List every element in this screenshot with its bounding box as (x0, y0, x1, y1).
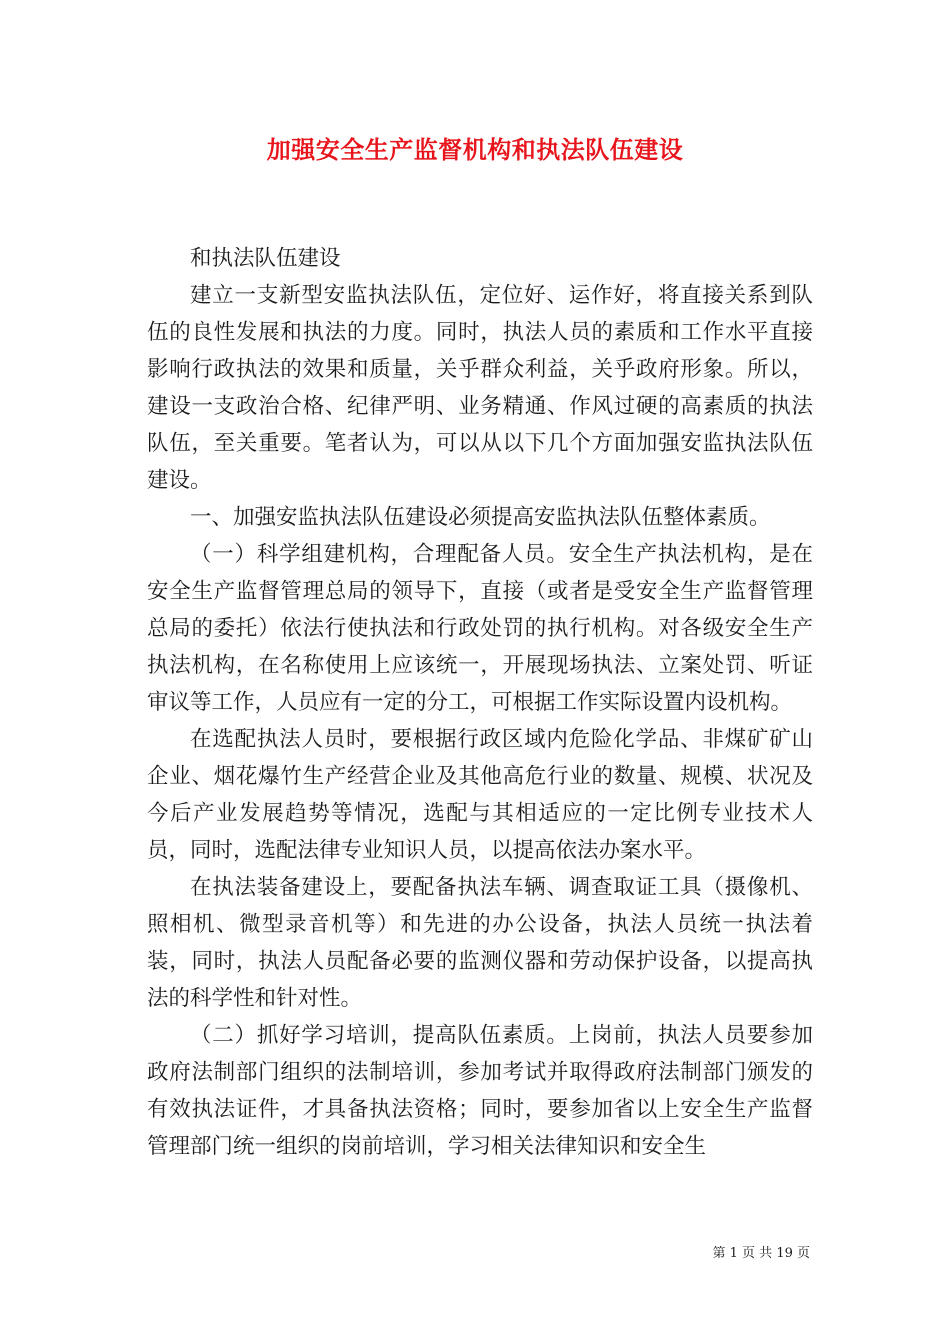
page-number-footer: 第 1 页 共 19 页 (712, 1246, 810, 1261)
paragraph-intro: 建立一支新型安监执法队伍，定位好、运作好，将直接关系到队伍的良性发展和执法的力度。同时，执法人员的素质和工作水平直接影响行政执法的效果和质量，关乎群众利益，关乎政府形象。所以，建设一支政治合格、纪律严明、业务精通、作风过硬的高素质的执法队伍，至关重要。笔者认为，可以从以下几个方面加强安监执法队伍建设。 (147, 283, 813, 493)
paragraph-subtitle: 和执法队伍建设 (190, 246, 341, 271)
paragraph-staffing: 在选配执法人员时，要根据行政区域内危险化学品、非煤矿矿山企业、烟花爆竹生产经营企业及其他高危行业的数量、规模、状况及今后产业发展趋势等情况，选配与其相适应的一定比例专业技术人员，同时，选配法律专业知识人员，以提高依法办案水平。 (147, 727, 813, 863)
document-body (147, 240, 813, 1165)
paragraph-item-one: （一）科学组建机构，合理配备人员。安全生产执法机构，是在安全生产监督管理总局的领导下，直接（或者是受安全生产监督管理总局的委托）依法行使执法和行政处罚的执行机构。对各级安全生产执法机构，在名称使用上应该统一，开展现场执法、立案处罚、听证审议等工作，人员应有一定的分工，可根据工作实际设置内设机构。 (147, 542, 813, 715)
paragraph-item-two: （二）抓好学习培训，提高队伍素质。上岗前，执法人员要参加政府法制部门组织的法制培训，参加考试并取得政府法制部门颁发的有效执法证件，才具备执法资格；同时，要参加省以上安全生产监督管理部门统一组织的岗前培训，学习相关法律知识和安全生 (147, 1023, 813, 1159)
paragraph-section-one: 一、加强安监执法队伍建设必须提高安监执法队伍整体素质。 (190, 505, 771, 530)
document-title: 加强安全生产监督机构和执法队伍建设 (266, 135, 684, 164)
paragraph-equipment: 在执法装备建设上，要配备执法车辆、调查取证工具（摄像机、照相机、微型录音机等）和先进的办公设备，执法人员统一执法着装，同时，执法人员配备必要的监测仪器和劳动保护设备，以提高执法的科学性和针对性。 (147, 875, 813, 1011)
